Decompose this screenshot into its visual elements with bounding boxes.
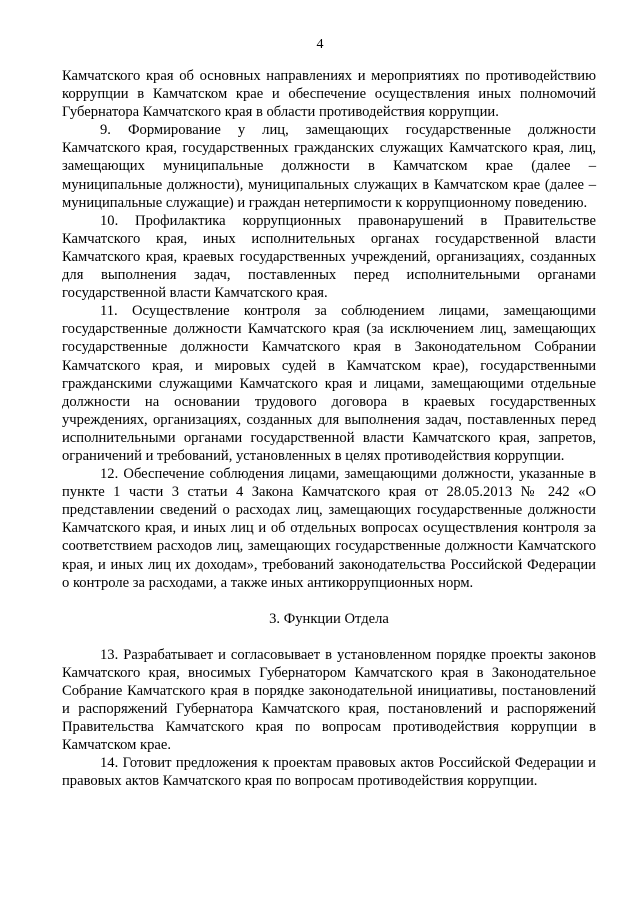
paragraph-13: 13. Разрабатывает и согласовывает в установленном порядке проекты законов Камчатского края, вносимых Губернатором Камчатского края в Законодательное Собрание Камчатского края в порядке законодательной инициативы, постановлений и распоряжений Губернатора Камчатского края, постановлений и распоряжений Правительства Камчатского края по вопросам противодействия коррупции в Камчатском крае.: [62, 646, 596, 754]
paragraph-9: 9. Формирование у лиц, замещающих государственные должности Камчатского края, государственных гражданских служащих Камчатского края, лиц, замещающих муниципальные должности в Камчатском крае (далее – муниципальные должности), муниципальных служащих в Камчатском крае (далее – муниципальные служащие) и граждан нетерпимости к коррупционному поведению.: [62, 122, 596, 211]
document-body: [62, 67, 596, 791]
page-number: 4: [316, 37, 324, 52]
paragraph-10: 10. Профилактика коррупционных правонарушений в Правительстве Камчатского края, иных исполнительных органах государственной власти Камчатского края, краевых государственных учреждений, организациях, созданных для выполнения задач, поставленных перед исполнительными органами государственной власти Камчатского края.: [62, 212, 596, 302]
paragraph-8-continuation: Камчатского края об основных направлениях и мероприятиях по противодействию коррупции в Камчатском крае и обеспечение осуществления иных полномочий Губернатора Камчатского края в области противодействия коррупции.: [62, 68, 596, 121]
paragraph-11: 11. Осуществление контроля за соблюдением лицами, замещающими государственные должности Камчатского края (за исключением лиц, замещающих государственные должности Камчатского края в Законодательном Собрании Камчатского края, и мировых судей в Камчатском крае), государственными гражданскими служащими Камчатского края и лицами, замещающими отдельные должности на основании трудового договора в краевых государственных учреждениях, организациях, созданных для выполнения задач, поставленных перед исполнительными органами государственной власти Камчатского края, запретов, ограничений и требований, установленных в целях противодействия коррупции.: [62, 303, 596, 464]
paragraph-14: 14. Готовит предложения к проектам правовых актов Российской Федерации и правовых актов Камчатского края по вопросам противодействия коррупции.: [62, 755, 596, 790]
section-3-heading: 3. Функции Отдела: [269, 610, 389, 627]
paragraph-12: 12. Обеспечение соблюдения лицами, замещающими должности, указанные в пункте 1 части 3 статьи 4 Закона Камчатского края от 28.05.2013 № 242 «О представлении сведений о расходах лиц, замещающих государственные должности Камчатского края, и иных лиц и об отдельных вопросах осуществления контроля за соответствием расходов лиц, замещающих государственные должности Камчатского края, и иных лиц их доходам», требований законодательства Российской Федерации о контроле за расходами, а также иных антикоррупционных норм.: [62, 466, 596, 591]
